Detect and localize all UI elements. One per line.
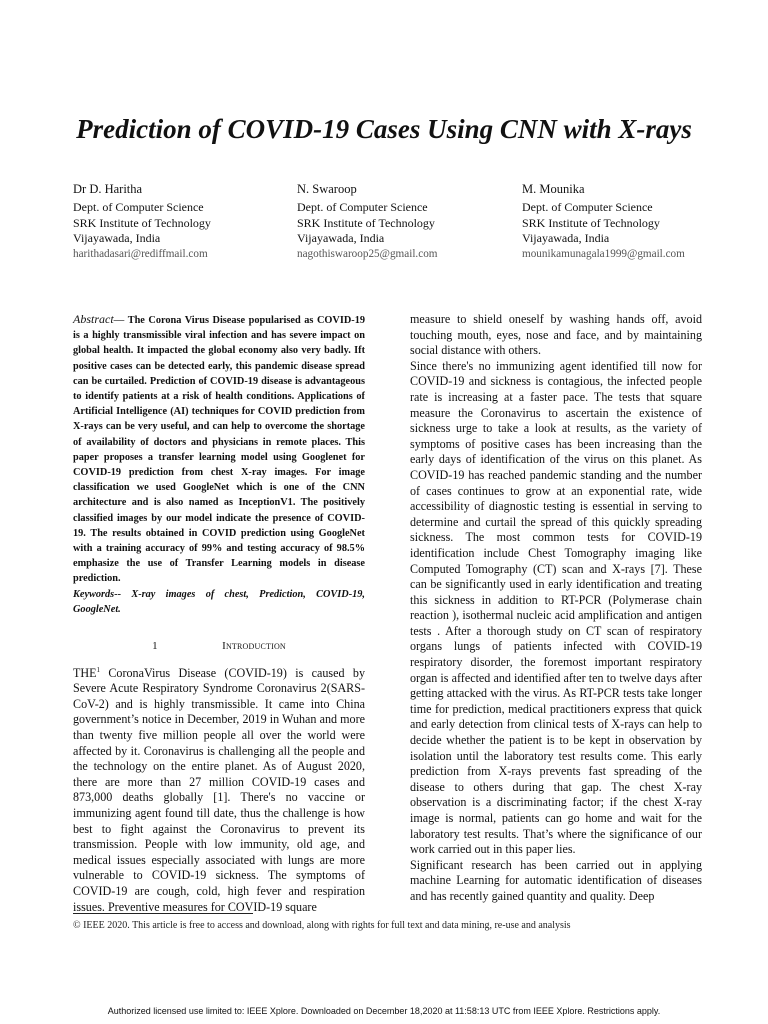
keywords: Keywords-- X-ray images of chest, Prediction, COVID-19, GoogleNet.	[73, 588, 365, 615]
author-name: M. Mounika	[522, 182, 585, 196]
paragraph: Significant research has been carried out in applying machine Learning for automatic identification of diseases and has recently gained quantity and quality. Deep	[410, 857, 702, 903]
footnote-divider	[73, 913, 253, 914]
author-email[interactable]: harithadasari@rediffmail.com	[73, 248, 208, 261]
abstract-label: Abstract—	[73, 312, 125, 326]
author-location: Vijayawada, India	[73, 231, 161, 246]
paragraph: Since there's no immunizing agent identified till now for COVID-19 and sickness is contagious, the infected people rate is increasing at a faster pace. The tests that square measure the Coronavirus to ascertain the existence of sickness urge to take a look at results, as the variety of symptoms of positive cases has been increasing than the early days of identification of the virus on this planet. As COVID-19 has reached pandemic standing and the number of cases continues to grow at an exponential rate, wide accessibility of diagnostic testing is essential in serving to determine and curtail the spread of this quickly spreading sickness. The most common tests for COVID-19 identification include Chest Tomography imaging like Computed Tomography (CT) scan and X-rays [7]. These can be significantly used in early identification and treating this sickness in addition to RT-PCR (Polymerase chain reaction ), isothermal nucleic acid amplification and antigen tests . After a thorough study on CT scan of respiratory organs lungs of patients infected with COVID-19 respiratory disorder, the foremost important respiratory organ is affected and identified after ten to twelve days after getting attacked with the virus. As RT-PCR tests take longer time for prediction, medical practitioners express that quick and early detection from clinical tests of X-rays can help to decide whether the patient is to be kept in observation by isolation until the laboratory test results come. This early prediction from X-rays prevents fast spreading of the disease to others during that gap. The chest X-ray observation is a discriminating factor; if the chest X-ray image is normal, patients can go home and wait for the laboratory test results. That’s where the significance of our work carried out in this paper lies.	[410, 358, 702, 857]
section-heading	[73, 639, 365, 655]
left-column	[73, 312, 365, 915]
author-dept: Dept. of Computer Science	[297, 199, 428, 214]
author-dept: Dept. of Computer Science	[73, 199, 204, 214]
author-institute: SRK Institute of Technology	[522, 215, 660, 230]
author-email[interactable]: nagothiswaroop25@gmail.com	[297, 248, 438, 261]
introduction-text	[73, 663, 365, 916]
section-title: Introduction	[222, 640, 286, 653]
author-email[interactable]: mounikamunagala1999@gmail.com	[522, 248, 685, 261]
author-block	[73, 182, 303, 263]
author-location: Vijayawada, India	[522, 231, 610, 246]
license-notice: Authorized licensed use limited to: IEEE Xplore. Downloaded on December 18,2020 at 11:58:13 UTC from IEEE Xplore. Restrictions apply.	[107, 1006, 661, 1016]
author-name: N. Swaroop	[297, 182, 357, 196]
copyright-footnote: © IEEE 2020. This article is free to access and download, along with rights for full text and data mining, re-use and analysis	[73, 920, 571, 931]
author-location: Vijayawada, India	[297, 231, 385, 246]
intro-body: CoronaVirus Disease (COVID-19) is caused by Severe Acute Respiratory Syndrome Coronavirus 2(SARS-CoV-2) and is highly transmissible. It came into China government’s notice in December, 2019 in Wuhan and more than twenty five million people all over the world were affected by it. Coronavirus is challenging all the people and the technology on the entire planet. As of August 2020, there are more than 27 million COVID-19 cases and 873,000 deaths globally [1]. There's no vaccine or immunizing agent found till date, thus the challenge is how best to fight against the Coronavirus to prevent its transmission. People with low immunity, old age, and medical issues especially associated with lungs are more vulnerable to COVID-19 sickness. The symptoms of COVID-19 are cough, cold, high fever and respiration issues. Preventive measures for COVID-19 square	[73, 665, 365, 914]
abstract	[73, 312, 365, 587]
author-dept: Dept. of Computer Science	[522, 199, 653, 214]
author-block	[522, 182, 700, 263]
author-institute: SRK Institute of Technology	[73, 215, 211, 230]
paper-title: Prediction of COVID-19 Cases Using CNN with X-rays	[76, 114, 692, 144]
section-number: 1	[152, 640, 158, 653]
author-institute: SRK Institute of Technology	[297, 215, 435, 230]
author-name: Dr D. Haritha	[73, 182, 143, 196]
paragraph: measure to shield oneself by washing hands off, avoid touching mouth, eyes, nose and face, and by maintaining social distance with others.	[410, 312, 702, 358]
author-block	[297, 182, 527, 263]
right-column	[410, 312, 702, 905]
intro-word: THE	[73, 665, 97, 680]
abstract-text: The Corona Virus Disease popularised as COVID-19 is a highly transmissible viral infection and has severe impact on global health. It impacted the global economy also very badly. Ift positive cases can be detected early, this pandemic disease spread can be curtailed. Prediction of COVID-19 disease is advantageous to identify patients at a risk of health conditions. Applications of Artificial Intelligence (AI) techniques for COVID prediction from X-rays can be very useful, and can help to overcome the shortage of availability of doctors and physicians in remote places. This paper proposes a transfer learning model using Googlenet for COVID-19 prediction from chest X-ray images. For image classification we used GoogleNet which is one of the CNN architecture and is also named as InceptionV1. The positively classified images by our model indicate the presence of COVID-19. The results obtained in COVID prediction using GoogleNet with a training accuracy of 99% and testing accuracy of 98.5% emphasize the use of Transfer Learning models in disease prediction.	[73, 315, 366, 585]
footnote-marker: 1	[96, 665, 101, 674]
